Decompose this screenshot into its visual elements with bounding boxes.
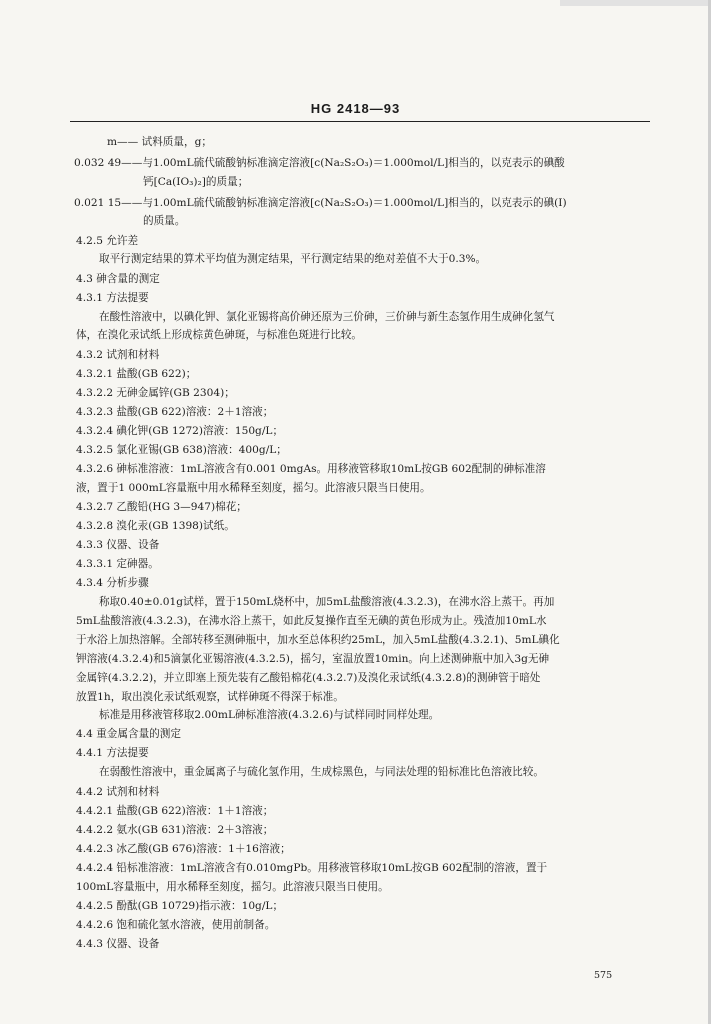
standard-number-header: HG 2418—93 <box>310 101 401 116</box>
list-item: 4.4.2.6 饱和硫化氢水溶液，使用前制备。 <box>76 919 276 931</box>
list-item: 4.3.2.8 溴化汞(GB 1398)试纸。 <box>76 520 235 532</box>
section-heading: 4.3.3 仪器、设备 <box>76 539 160 551</box>
text-line: 放置1h，取出溴化汞试纸观察，试样砷斑不得深于标准。 <box>76 691 344 703</box>
list-item: 4.4.2.2 氨水(GB 631)溶液：2＋3溶液； <box>76 824 274 836</box>
text-line: 液，置于1 000mL容量瓶中用水稀释至刻度，摇匀。此溶液只限当日使用。 <box>76 482 431 494</box>
list-item: 4.3.2.7 乙酸铅(HG 3—947)棉花； <box>76 501 247 513</box>
list-item: 4.3.2.6 砷标准溶液：1mL溶液含有0.001 0mgAs。用移液管移取10mL按GB 602配制的砷标准溶 <box>76 463 546 475</box>
text-line: 标准是用移液管移取2.00mL砷标准溶液(4.3.2.6)与试样同时同样处理。 <box>99 709 440 721</box>
text-line: 称取0.40±0.01g试样，置于150mL烧杯中，加5mL盐酸溶液(4.3.2.3)，在沸水浴上蒸干。再加 <box>99 596 555 608</box>
section-heading: 4.4.2 试剂和材料 <box>76 786 160 798</box>
section-heading: 4.3 砷含量的测定 <box>76 273 160 285</box>
list-item: 4.3.3.1 定砷器。 <box>76 558 159 570</box>
text-line: 在酸性溶液中，以碘化钾、氯化亚锡将高价砷还原为三价砷，三价砷与新生态氢作用生成砷化氢气 <box>99 311 555 323</box>
section-heading: 4.4.3 仪器、设备 <box>76 938 160 950</box>
text-line: 金属锌(4.3.2.2)，并立即塞上预先装有乙酸铅棉花(4.3.2.7)及溴化汞试纸(4.3.2.8)的测砷管于暗处 <box>76 672 541 684</box>
text-line: 体，在溴化汞试纸上形成棕黄色砷斑，与标准色斑进行比较。 <box>76 329 363 341</box>
list-item: 4.4.2.1 盐酸(GB 622)溶液：1＋1溶液； <box>76 805 274 817</box>
text-line: 在弱酸性溶液中，重金属离子与硫化氢作用，生成棕黑色，与同法处理的铅标准比色溶液比较。 <box>99 766 544 778</box>
text-line: 的质量。 <box>143 215 186 227</box>
list-item: 4.4.2.5 酚酞(GB 10729)指示液：10g/L； <box>76 900 284 912</box>
text-line: 0.032 49——与1.00mL硫代硫酸钠标准滴定溶液[c(Na₂S₂O₃)＝1.000mol/L]相当的，以克表示的碘酸 <box>74 157 565 169</box>
section-heading: 4.3.1 方法提要 <box>76 292 149 304</box>
list-item: 4.3.2.5 氯化亚锡(GB 638)溶液：400g/L； <box>76 444 287 456</box>
text-line: 钙[Ca(IO₃)₂]的质量； <box>143 176 249 188</box>
section-heading: 4.3.4 分析步骤 <box>76 577 149 589</box>
text-line: 于水浴上加热溶解。全部转移至测砷瓶中，加水至总体积约25mL，加入5mL盐酸(4.3.2.1)、5mL碘化 <box>76 634 560 646</box>
list-item: 4.4.2.3 冰乙酸(GB 676)溶液：1＋16溶液； <box>76 843 291 855</box>
text-line: 取平行测定结果的算术平均值为测定结果，平行测定结果的绝对差值不大于0.3%。 <box>99 253 487 265</box>
section-heading: 4.4.1 方法提要 <box>76 747 149 759</box>
text-line: 0.021 15——与1.00mL硫代硫酸钠标准滴定溶液[c(Na₂S₂O₃)＝1.000mol/L]相当的，以克表示的碘(Ⅰ) <box>74 197 567 209</box>
scan-edge <box>560 0 710 6</box>
header-rule <box>70 121 650 122</box>
section-heading: 4.3.2 试剂和材料 <box>76 349 160 361</box>
section-heading: 4.2.5 允许差 <box>76 235 139 247</box>
section-heading: 4.4 重金属含量的测定 <box>76 728 181 740</box>
list-item: 4.3.2.3 盐酸(GB 622)溶液：2＋1溶液； <box>76 406 274 418</box>
text-line: 100mL容量瓶中，用水稀释至刻度，摇匀。此溶液只限当日使用。 <box>76 881 389 893</box>
page-number: 575 <box>594 970 613 981</box>
text-line: m—— 试料质量，g； <box>107 136 212 148</box>
list-item: 4.3.2.1 盐酸(GB 622)； <box>76 368 197 380</box>
list-item: 4.3.2.4 碘化钾(GB 1272)溶液：150g/L； <box>76 425 284 437</box>
list-item: 4.3.2.2 无砷金属锌(GB 2304)； <box>76 387 235 399</box>
text-line: 钾溶液(4.3.2.4)和5滴氯化亚锡溶液(4.3.2.5)，摇匀，室温放置10min。向上述测砷瓶中加入3g无砷 <box>76 653 550 665</box>
list-item: 4.4.2.4 铅标准溶液：1mL溶液含有0.010mgPb。用移液管移取10mL按GB 602配制的溶液，置于 <box>76 862 548 874</box>
text-line: 5mL盐酸溶液(4.3.2.3)，在沸水浴上蒸干，如此反复操作直至无碘的黄色形成为止。残渣加10mL水 <box>76 615 547 627</box>
